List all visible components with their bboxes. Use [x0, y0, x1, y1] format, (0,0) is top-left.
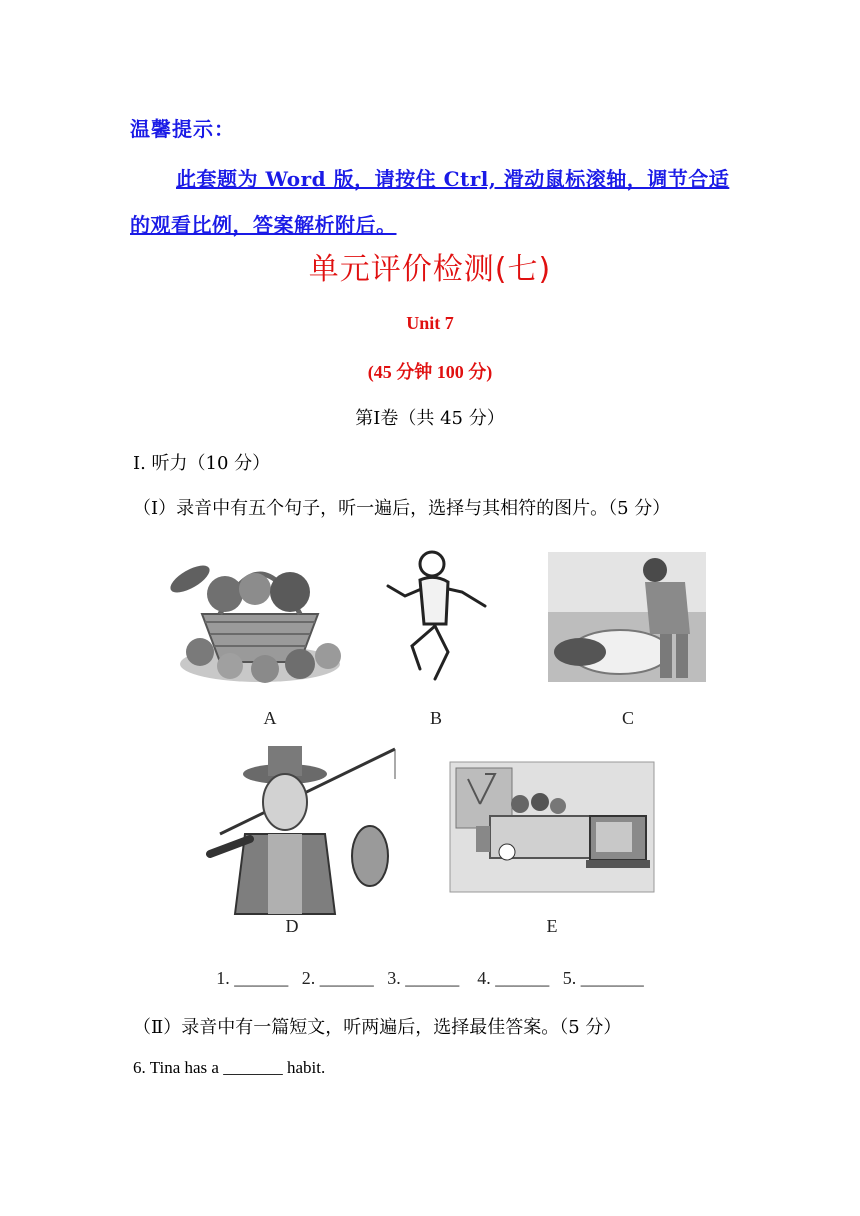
picture-e-family-watching-tv — [450, 762, 654, 892]
section-heading-listening: Ⅰ. 听力（10 分） — [133, 453, 271, 474]
part1-instruction: （Ⅰ）录音中有五个句子，听一遍后，选择与其相符的图片。（5 分） — [133, 498, 671, 519]
picture-label-b: B — [429, 708, 443, 728]
unit-label: Unit 7 — [406, 313, 454, 333]
answer-blanks: 1. ______ 2. ______ 3. ______ 4. ______ 5. _______ — [216, 968, 644, 988]
volume-heading: 第Ⅰ卷（共 45 分） — [355, 408, 505, 429]
picture-c-making-bed-photo — [548, 552, 706, 682]
tip-body: 此套题为 Word 版，请按住 Ctrl, 滑动鼠标滚轴，调节合适的观看比例，答案解析附后。 — [130, 167, 730, 237]
part2-instruction: （Ⅱ）录音中有一篇短文，听两遍后，选择最佳答案。（5 分） — [133, 1017, 622, 1038]
timing-label: (45 分钟 100 分) — [367, 362, 493, 382]
picture-matching-figure — [150, 534, 710, 992]
picture-label-d: D — [285, 916, 299, 936]
tip-title: 温馨提示： — [130, 117, 235, 141]
picture-label-c: C — [621, 708, 635, 728]
question-6: 6. Tina has a _______ habit. — [133, 1058, 326, 1077]
page-title: 单元评价检测(七) — [308, 252, 552, 287]
picture-label-a: A — [263, 708, 277, 728]
picture-label-e: E — [546, 916, 558, 936]
